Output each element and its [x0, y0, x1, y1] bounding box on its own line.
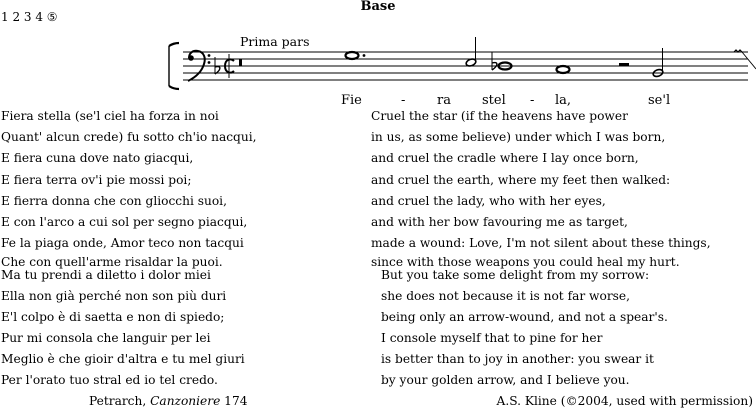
- lyric-syllable: Fie: [341, 93, 362, 108]
- poem-line: E'l colpo è di saetta e non di spiedo;: [1, 310, 225, 324]
- breve-rest-icon: [239, 59, 242, 66]
- source-title: Canzoniere: [150, 394, 221, 408]
- lyric-syllable: se'l: [648, 93, 671, 108]
- poem-line: being only an arrow-wound, and not a spear's.: [381, 310, 668, 324]
- system-bracket-icon: [169, 43, 179, 89]
- flat-icon: [492, 52, 497, 70]
- page-title: Base: [360, 0, 396, 14]
- poem-line: she does not because it is not far worse,: [381, 289, 630, 303]
- poem-line: Ella non già perché non son più duri: [1, 289, 227, 303]
- whole-note: [557, 66, 570, 73]
- flat-icon: [215, 57, 220, 74]
- poem-line: and cruel the cradle where I lay once born,: [371, 151, 639, 165]
- lyric-syllable: la,: [555, 93, 572, 108]
- poem-line: Fe la piaga onde, Amor teco non tacqui: [1, 236, 244, 250]
- lyric-hyphen: -: [401, 93, 406, 108]
- poem-line: in us, as some believe) under which I was born,: [371, 130, 666, 144]
- poem-line: by your golden arrow, and I believe you.: [381, 373, 630, 387]
- source-author: Petrarch,: [89, 394, 151, 408]
- part-numbers: 1 2 3 4 ⑤: [1, 10, 58, 24]
- poem-line: E fiera cuna dove nato giacqui,: [1, 151, 194, 165]
- poem-line: Pur mi consola che languir per lei: [1, 331, 211, 345]
- poem-line: E fierra donna che con gliocchi suoi,: [1, 194, 227, 208]
- lyrics: [341, 93, 670, 108]
- source-number: 174: [220, 394, 248, 408]
- poem-line: E con l'arco a cui sol per segno piacqui,: [1, 215, 248, 229]
- poem-line: Quant' alcun crede) fu sotto ch'io nacqui,: [1, 130, 257, 144]
- poem-line: But you take some delight from my sorrow:: [381, 268, 650, 282]
- poem-line: E fiera terra ov'i pie mossi poi;: [1, 173, 192, 187]
- poem-line: since with those weapons you could heal my hurt.: [371, 255, 680, 269]
- poem-line: and cruel the earth, where my feet then walked:: [371, 173, 671, 187]
- staff-lines: [183, 52, 748, 80]
- poem-line: Per l'orato tuo stral ed io tel credo.: [1, 373, 218, 387]
- source-credit: [89, 394, 247, 408]
- music-staff-system: [0, 0, 756, 112]
- poem-line: Ma tu prendi a diletto i dolor miei: [1, 268, 211, 282]
- poem-line: made a wound: Love, I'm not silent about these things,: [371, 236, 711, 250]
- poem-line: and cruel the lady, who with her eyes,: [371, 194, 606, 208]
- translation-credit: A.S. Kline (©2004, used with permission): [496, 394, 753, 408]
- tempo-text: Prima pars: [240, 34, 310, 49]
- poem-line: Che con quell'arme risaldar la puoi.: [1, 255, 223, 269]
- poem-line: Fiera stella (se'l ciel ha forza in noi: [1, 109, 219, 123]
- half-rest-icon: [619, 63, 629, 66]
- poem-line: is better than to joy in another: you swear it: [381, 352, 654, 366]
- poem-line: and with her bow favouring me as target,: [371, 215, 628, 229]
- poem-line: Meglio è che gioir d'altra e tu mel giuri: [1, 352, 245, 366]
- lyric-hyphen: -: [530, 93, 535, 108]
- poem-line: I console myself that to pine for her: [381, 331, 603, 345]
- poem-line: Cruel the star (if the heavens have power: [371, 109, 628, 123]
- lyric-syllable: ra: [437, 93, 451, 108]
- lyric-syllable: stel: [482, 93, 506, 108]
- dotted-whole-note: [346, 52, 366, 59]
